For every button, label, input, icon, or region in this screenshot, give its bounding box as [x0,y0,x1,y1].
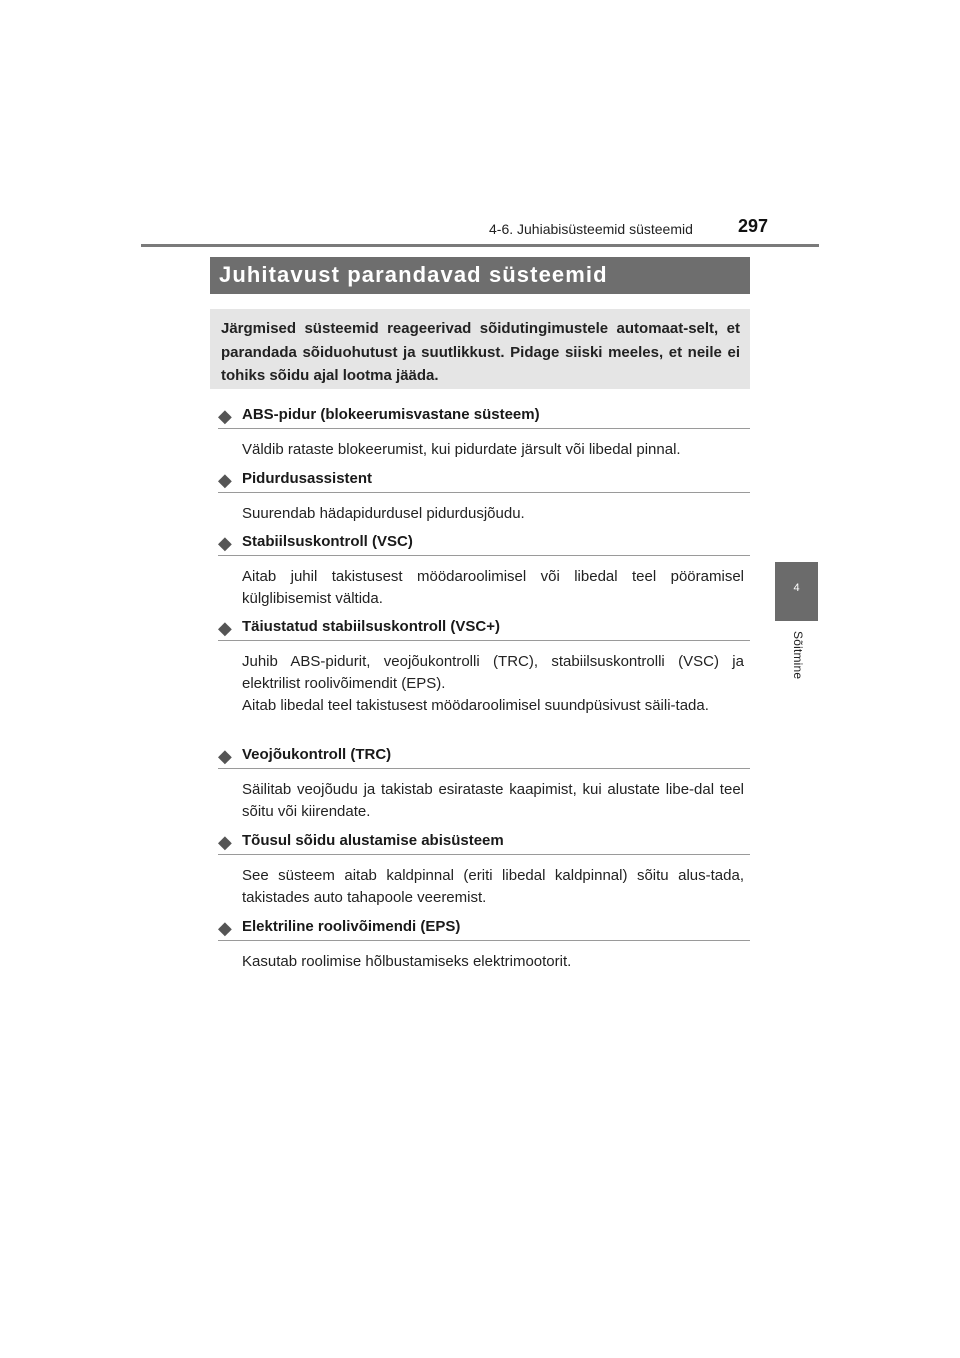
item-paragraph: Säilitab veojõudu ja takistab esirataste kaapimist, kui alustate libe-dal teel sõitu või kiirendate. [242,781,744,820]
chapter-label: Sõitmine [791,631,805,680]
intro-box [210,309,750,389]
section-header: 4-6. Juhiabisüsteemid süsteemid [489,221,693,237]
list-item [218,468,750,525]
item-title: Tõusul sõidu alustamise abisüsteem [242,832,504,849]
diamond-bullet-icon: ◆ [218,918,232,938]
diamond-bullet-icon: ◆ [218,746,232,766]
item-title: Veojõukontroll (TRC) [242,746,392,763]
diamond-bullet-icon: ◆ [218,618,232,638]
list-item [218,616,750,717]
page-number: 297 [738,216,769,236]
item-body [242,439,744,461]
item-heading [218,916,750,941]
item-heading [218,616,750,641]
chapter-number: 4 [793,582,800,594]
list-item [218,744,750,823]
list-item [218,830,750,909]
item-heading [218,830,750,855]
diamond-bullet-icon: ◆ [218,470,232,490]
item-body [242,865,744,909]
diamond-bullet-icon: ◆ [218,406,232,426]
item-paragraph: Suurendab hädapidurdusel pidurdusjõudu. [242,505,525,522]
item-heading [218,744,750,769]
item-title: Täiustatud stabiilsuskontroll (VSC+) [242,618,500,635]
list-item [218,531,750,610]
diamond-bullet-icon: ◆ [218,533,232,553]
item-body [242,503,744,525]
item-paragraph: See süsteem aitab kaldpinnal (eriti libedal kaldpinnal) sõitu alus-tada, takistades auto tahapoole veeremist. [242,867,744,906]
diamond-bullet-icon: ◆ [218,832,232,852]
item-heading [218,468,750,493]
item-title: Pidurdusassistent [242,470,373,487]
item-body [242,779,744,823]
item-paragraph: Väldib rataste blokeerumist, kui pidurdate järsult või libedal pinnal. [242,441,681,458]
item-paragraph: Aitab libedal teel takistusest möödaroolimisel suundpüsivust säili-tada. [242,697,709,714]
item-title: Elektriline roolivõimendi (EPS) [242,918,461,935]
item-heading [218,404,750,429]
item-body [242,951,744,973]
item-title: Stabiilsuskontroll (VSC) [242,533,413,550]
item-body [242,566,744,610]
section-title: Juhitavust parandavad süsteemid [219,262,608,287]
section-title-bar [210,257,750,294]
item-paragraph: Aitab juhil takistusest möödaroolimisel või libedal teel pööramisel külglibisemist vältida. [242,568,744,607]
item-heading [218,531,750,556]
list-item [218,916,750,973]
list-item [218,404,750,461]
item-body [242,651,744,717]
intro-text: Järgmised süsteemid reageerivad sõidutingimustele automaat-selt, et parandada sõiduohutust ja suutlikkust. Pidage siiski meeles, et neile ei tohiks sõidu ajal lootma jääda. [221,320,740,384]
chapter-tab [775,562,818,621]
item-paragraph: Kasutab roolimise hõlbustamiseks elektrimootorit. [242,953,572,970]
item-title: ABS-pidur (blokeerumisvastane süsteem) [242,406,540,423]
item-paragraph: Juhib ABS-pidurit, veojõukontrolli (TRC), stabiilsuskontrolli (VSC) ja elektrilist roolivõimendit (EPS). [242,653,744,692]
header-divider [141,244,819,247]
